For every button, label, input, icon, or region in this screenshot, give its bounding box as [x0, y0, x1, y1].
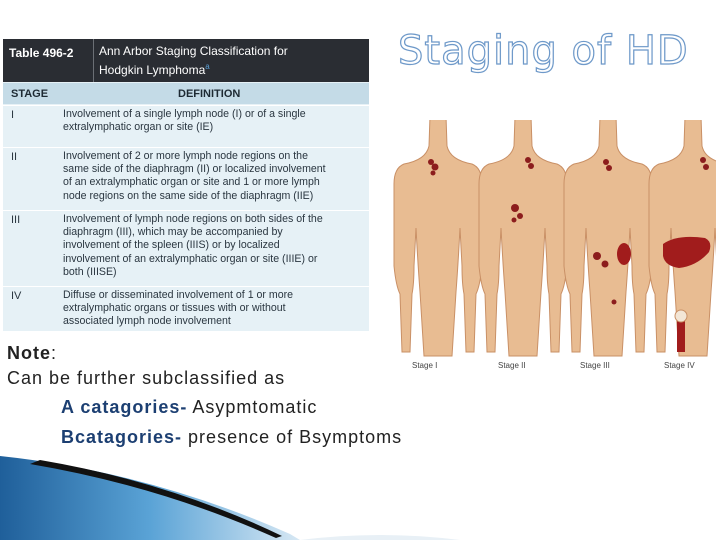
row-stage: II [11, 151, 18, 163]
lesion-stage-3-c [593, 252, 601, 260]
lesion-stage-4-a [700, 157, 706, 163]
table-row [3, 147, 369, 211]
column-stage-header: STAGE [11, 88, 49, 100]
category-a-text: Asypmtomatic [187, 397, 318, 417]
figure-stage-4 [649, 120, 716, 356]
lesion-stage-3-b [606, 165, 612, 171]
table-row [3, 210, 369, 287]
row-stage: IV [11, 290, 22, 302]
table-row [3, 286, 369, 331]
staging-figure [382, 120, 716, 380]
row-stage: III [11, 214, 21, 226]
lesion-stage-3-a [603, 159, 609, 165]
lesion-stage-3-d [602, 261, 609, 268]
lesion-stage-2-a [525, 157, 531, 163]
figure-label-stage-4: Stage IV [664, 361, 695, 370]
definition-line: involvement of an extralymphatic organ or site (IIIE) or [63, 252, 318, 265]
note-line-subclassified: Can be further subclassified as [7, 368, 286, 388]
lesion-stage-2-e [512, 218, 517, 223]
table-header-divider [93, 39, 94, 82]
row-definition [63, 150, 363, 203]
note-heading [7, 341, 57, 366]
figure-label-stage-3: Stage III [580, 361, 610, 370]
note-line-category-a [61, 395, 317, 420]
definition-line: both (IIISE) [63, 265, 117, 278]
table-caption-footnote-mark: a [205, 62, 210, 71]
bone-head-stage-4 [675, 310, 687, 322]
lesion-stage-2-b [528, 163, 534, 169]
table-header [3, 39, 369, 82]
table-number: Table 496-2 [9, 46, 74, 60]
row-stage: I [11, 109, 15, 121]
definition-line: node regions on the same side of the diaphragm (IIE) [63, 189, 314, 202]
decorative-swoosh [0, 452, 720, 540]
definition-line: diaphragm (III), which may be accompanied by [63, 226, 283, 239]
figure-stage-1 [394, 120, 482, 356]
definition-line: Involvement of lymph node regions on both sides of the [63, 213, 323, 225]
lesion-stage-2-c [511, 204, 519, 212]
figure-stage-2 [479, 120, 567, 356]
note-title: Note [7, 343, 51, 363]
definition-line: involvement of the spleen (IIIS) or by localized [63, 239, 280, 252]
figure-label-stage-1: Stage I [412, 361, 438, 370]
body-stage-3 [564, 120, 652, 356]
table-column-header [3, 83, 369, 104]
note-line-category-b [61, 425, 402, 450]
body-stage-1 [394, 120, 482, 356]
category-b-text: presence of Bsymptoms [182, 427, 403, 447]
definition-line: same side of the diaphragm (II) or localized involvement [63, 163, 326, 176]
spleen-stage-3 [617, 243, 631, 265]
row-definition [63, 213, 363, 279]
lesion-stage-1-b [432, 164, 439, 171]
row-definition [63, 289, 363, 329]
category-a-label: A catagories- [61, 397, 188, 417]
row-definition [63, 108, 363, 134]
lesion-stage-4-b [703, 164, 709, 170]
definition-line: associated lymph node involvement [63, 315, 231, 328]
slide-title: Staging of HD [398, 28, 689, 74]
column-definition-header: DEFINITION [178, 88, 241, 100]
table-caption-line2: Hodgkin Lymphoma [99, 63, 206, 77]
definition-line: extralymphatic organs or tissues with or without [63, 302, 286, 315]
lesion-stage-1-c [431, 171, 436, 176]
staging-table [3, 39, 369, 331]
figure-label-stage-2: Stage II [498, 361, 526, 370]
figure-stage-3 [564, 120, 652, 356]
body-stage-2 [479, 120, 567, 356]
lesion-stage-2-d [517, 213, 523, 219]
definition-line: Diffuse or disseminated involvement of 1 or more [63, 289, 294, 301]
definition-line: Involvement of a single lymph node (I) or of a single [63, 108, 306, 120]
definition-line: extralymphatic organ or site (IE) [63, 121, 214, 134]
category-b-label: Bcatagories- [61, 427, 183, 447]
table-caption-line1: Ann Arbor Staging Classification for [99, 44, 288, 58]
table-caption [99, 44, 359, 78]
table-row [3, 105, 369, 148]
lesion-stage-3-e [612, 300, 617, 305]
definition-line: of an extralymphatic organ or site and 1 or more lymph [63, 176, 320, 189]
swoosh-light-tail [300, 535, 460, 540]
note-title-colon: : [51, 343, 58, 363]
definition-line: Involvement of 2 or more lymph node regions on the [63, 150, 308, 162]
